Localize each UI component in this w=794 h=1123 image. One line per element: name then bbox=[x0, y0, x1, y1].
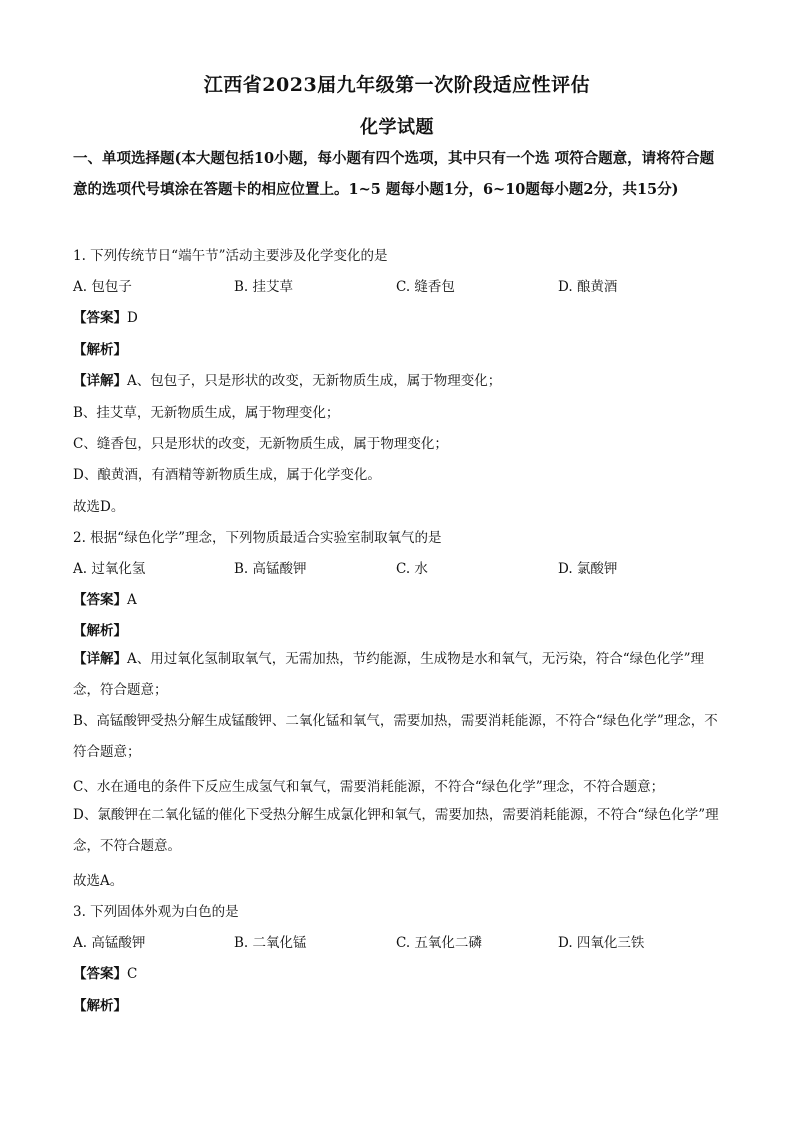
detail-label: 【详解】 bbox=[73, 651, 127, 667]
question-1-option-d: D. 酿黄酒 bbox=[558, 279, 618, 295]
question-2-option-d: D. 氯酸钾 bbox=[558, 561, 618, 577]
document-subtitle: 化学试题 bbox=[360, 117, 434, 138]
question-2-option-a: A. 过氧化氢 bbox=[73, 561, 146, 577]
question-3-analysis bbox=[73, 994, 127, 1014]
document-title: 江西省2023届九年级第一次阶段适应性评估 bbox=[203, 74, 591, 96]
question-1-option-a: A. 包包子 bbox=[73, 279, 132, 295]
question-3-option-d: D. 四氧化三铁 bbox=[558, 935, 645, 951]
question-3-option-a: A. 高锰酸钾 bbox=[73, 935, 146, 951]
analysis-label: 【解析】 bbox=[73, 342, 127, 358]
question-1-stem: 1. 下列传统节日“端午节”活动主要涉及化学变化的是 bbox=[73, 248, 388, 264]
question-2-detail-b: B、高锰酸钾受热分解生成锰酸钾、二氧化锰和氧气，需要加热，需要消耗能源，不符合“绿色化学”理念，不符合题意； bbox=[73, 713, 718, 760]
question-2-analysis bbox=[73, 619, 127, 639]
question-3-stem: 3. 下列固体外观为白色的是 bbox=[73, 904, 239, 920]
question-2-detail-a: 【详解】A、用过氧化氢制取氧气，无需加热，节约能源，生成物是水和氧气，无污染，符合“绿色化学”理念，符合题意； bbox=[73, 651, 705, 698]
analysis-label: 【解析】 bbox=[73, 998, 127, 1014]
question-2-detail-d: D、氯酸钾在二氧化锰的催化下受热分解生成氯化钾和氧气，需要加热，需要消耗能源，不符合“绿色化学”理念，不符合题意。 bbox=[73, 807, 719, 854]
question-1-conclusion: 故选D。 bbox=[73, 499, 125, 515]
question-2-detail-c: C、水在通电的条件下反应生成氢气和氧气，需要消耗能源，不符合“绿色化学”理念，不符合题意； bbox=[73, 779, 665, 795]
question-1-detail-b: B、挂艾草，无新物质生成，属于物理变化； bbox=[73, 405, 340, 421]
question-1-option-c: C. 缝香包 bbox=[396, 279, 455, 295]
question-3-option-b: B. 二氧化锰 bbox=[234, 935, 307, 951]
question-1-answer bbox=[73, 306, 138, 326]
analysis-label: 【解析】 bbox=[73, 623, 127, 639]
answer-value: D bbox=[127, 310, 138, 326]
question-2-option-c: C. 水 bbox=[396, 561, 428, 577]
section-heading: 一、单项选择题(本大题包括10小题，每小题有四个选项，其中只有一个选 项符合题意，请将符合题意的选项代号填涂在答题卡的相应位置上。1~5 题每小题1分，6~10题每小题2分，共15分) bbox=[73, 150, 715, 198]
question-1-option-b: B. 挂艾草 bbox=[234, 279, 294, 295]
question-2-stem: 2. 根据“绿色化学”理念，下列物质最适合实验室制取氧气的是 bbox=[73, 530, 442, 546]
question-2-option-b: B. 高锰酸钾 bbox=[234, 561, 307, 577]
answer-value: A bbox=[127, 592, 137, 608]
detail-label: 【详解】 bbox=[73, 373, 127, 389]
question-1-analysis bbox=[73, 338, 127, 358]
question-2-answer bbox=[73, 588, 137, 608]
question-1-detail-d: D、酿黄酒，有酒精等新物质生成，属于化学变化。 bbox=[73, 467, 381, 483]
question-3-answer bbox=[73, 962, 137, 982]
answer-label: 【答案】 bbox=[73, 592, 127, 608]
question-1-detail-c: C、缝香包，只是形状的改变，无新物质生成，属于物理变化； bbox=[73, 436, 448, 452]
answer-label: 【答案】 bbox=[73, 310, 127, 326]
answer-label: 【答案】 bbox=[73, 966, 127, 982]
answer-value: C bbox=[127, 966, 138, 982]
question-1-detail-a: 【详解】A、包包子，只是形状的改变，无新物质生成，属于物理变化； bbox=[73, 373, 502, 389]
question-2-conclusion: 故选A。 bbox=[73, 873, 124, 889]
question-3-option-c: C. 五氧化二磷 bbox=[396, 935, 482, 951]
